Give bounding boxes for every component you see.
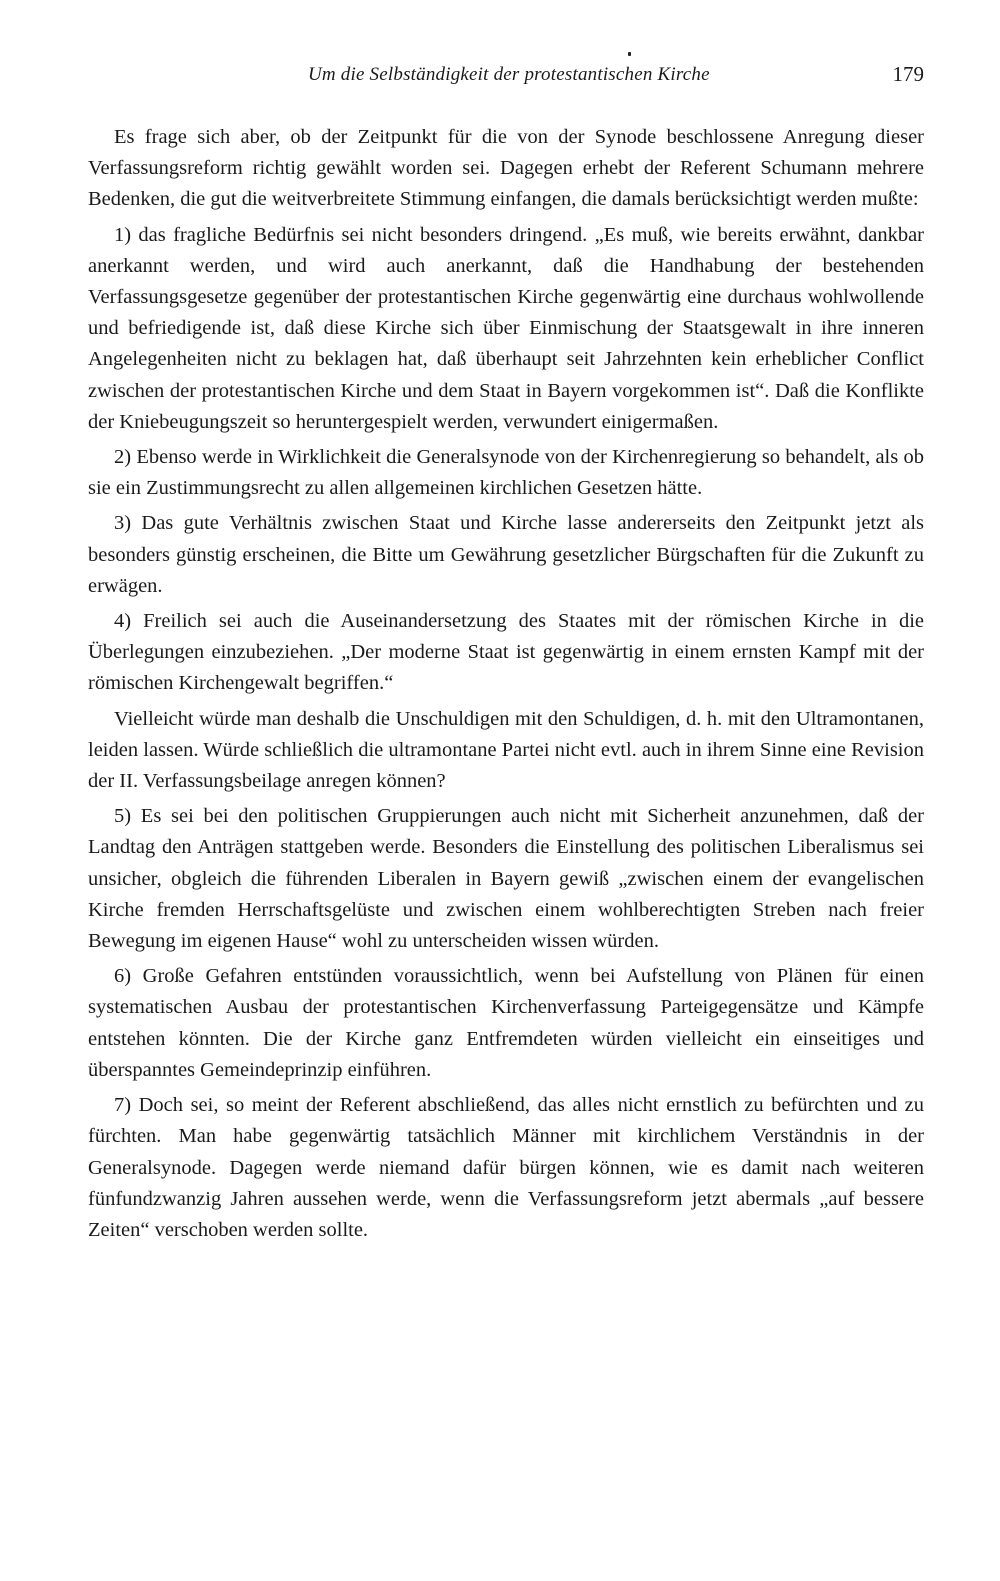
page-header [88, 58, 928, 94]
paragraph-point-1: 1) das fragliche Bedürfnis sei nicht besonders dringend. „Es muß, wie bereits erwähnt, dankbar anerkannt werden, und wird auch anerkannt, daß die Handhabung der bestehenden Verfassungsgesetze gegenüber der protestantischen Kirche gegenwärtig eine durchaus wohlwollende und befriedigende ist, daß diese Kirche sich über Einmischung der Staatsgewalt in ihre inneren Angelegenheiten nicht zu beklagen hat, daß überhaupt seit Jahrzehnten kein erheblicher Conflict zwischen der protestantischen Kirche und dem Staat in Bayern vorgekommen ist“. Daß die Konflikte der Kniebeugungszeit so heruntergespielt werden, verwundert einigermaßen. [88, 223, 924, 433]
paragraph-point-3: 3) Das gute Verhältnis zwischen Staat und Kirche lasse andererseits den Zeitpunkt jetzt als besonders günstig erscheinen, die Bitte um Gewährung gesetzlicher Bürgschaften für die Zukunft zu erwägen. [88, 512, 924, 597]
running-title: Um die Selbständigkeit der protestantischen Kirche [308, 64, 710, 85]
page-number: 179 [892, 62, 924, 86]
paragraph-point-4: 4) Freilich sei auch die Auseinandersetzung des Staates mit der römischen Kirche in die Überlegungen einzubeziehen. „Der moderne Staat ist gegenwärtig in einem ernsten Kampf mit der römischen Kirchengewalt begriffen.“ [88, 610, 924, 695]
paragraph-intro: Es frage sich aber, ob der Zeitpunkt für die von der Synode beschlossene Anregung dieser Verfassungsreform richtig gewählt worden sei. Dagegen erhebt der Referent Schumann mehrere Bedenken, die gut die weitverbreitete Stimmung einfangen, die damals berücksichtigt werden mußte: [88, 126, 924, 211]
paragraph-point-6: 6) Große Gefahren entstünden voraussichtlich, wenn bei Aufstellung von Plänen für einen systematischen Ausbau der protestantischen Kirchenverfassung Parteigegensätze und Kämpfe entstehen könnten. Die der Kirche ganz Entfremdeten würden vielleicht ein einseitiges und überspanntes Gemeindeprinzip einführen. [88, 965, 924, 1081]
paragraph-point-2: 2) Ebenso werde in Wirklichkeit die Generalsynode von der Kirchenregierung so behandelt, als ob sie ein Zustimmungsrecht zu allen allgemeinen kirchlichen Gesetzen hätte. [88, 446, 924, 500]
body-text [88, 122, 924, 1250]
paragraph-point-4-continued: Vielleicht würde man deshalb die Unschuldigen mit den Schuldigen, d. h. mit den Ultramontanen, leiden lassen. Würde schließlich die ultramontane Partei nicht evtl. auch in ihrem Sinne eine Revision der II. Verfassungsbeilage anregen können? [88, 707, 924, 793]
print-speck [628, 52, 631, 56]
paragraph-point-7: 7) Doch sei, so meint der Referent abschließend, das alles nicht ernstlich zu befürchten und zu fürchten. Man habe gegenwärtig tatsächlich Männer mit kirchlichem Verständnis in der Generalsynode. Dagegen werde niemand dafür bürgen können, wie es damit nach weiteren fünfundzwanzig Jahren aussehen werde, wenn die Verfassungsreform jetzt abermals „auf bessere Zeiten“ verschoben werden sollte. [88, 1094, 924, 1241]
paragraph-point-5: 5) Es sei bei den politischen Gruppierungen auch nicht mit Sicherheit anzunehmen, daß der Landtag den Anträgen stattgeben werde. Besonders die Einstellung des politischen Liberalismus sei unsicher, obgleich die führenden Liberalen in Bayern gewiß „zwischen einem der evangelischen Kirche fremden Herrschaftsgelüste und zwischen einem wohlberechtigten Streben nach freier Bewegung im eigenen Hause“ wohl zu unterscheiden wissen würden. [88, 805, 924, 953]
